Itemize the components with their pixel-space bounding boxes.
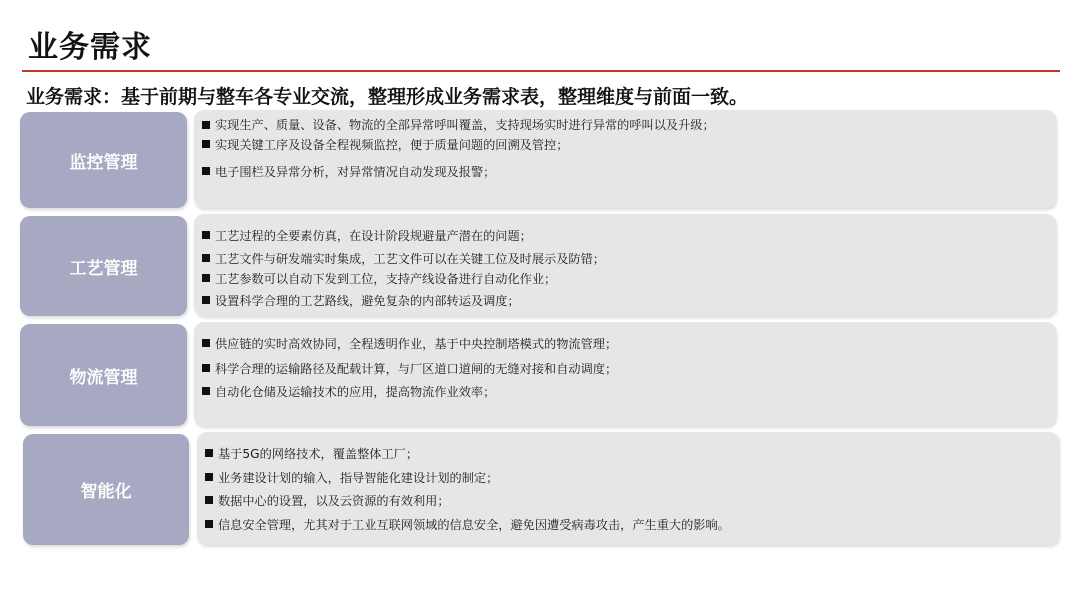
list-item: 电子围栏及异常分析，对异常情况自动发现及报警； — [202, 155, 1046, 187]
section-content — [194, 110, 1056, 208]
list-item: 工艺文件与研发端实时集成，工艺文件可以在关键工位及时展示及防错； — [202, 248, 1046, 268]
list-item: 信息安全管理，尤其对于工业互联网领域的信息安全，避免因遭受病毒攻击，产生重大的影响。 — [205, 512, 1049, 536]
title-divider — [22, 70, 1060, 72]
bullet-icon — [205, 496, 213, 504]
bullet-icon — [202, 231, 210, 239]
list-item: 工艺过程的全要素仿真，在设计阶段规避量产潜在的问题； — [202, 222, 1046, 248]
list-item: 实现生产、质量、设备、物流的全部异常呼叫覆盖，支持现场实时进行异常的呼叫以及升级； — [202, 116, 1046, 133]
section-label: 智能化 — [23, 434, 189, 545]
bullet-icon — [202, 296, 210, 304]
list-item: 基于5G的网络技术，覆盖整体工厂； — [205, 440, 1049, 466]
section-label: 监控管理 — [20, 112, 187, 208]
list-item: 供应链的实时高效协同，全程透明作业，基于中央控制塔模式的物流管理； — [202, 330, 1046, 356]
list-item: 数据中心的设置，以及云资源的有效利用； — [205, 488, 1049, 512]
bullet-icon — [202, 167, 210, 175]
bullet-icon — [205, 449, 213, 457]
list-item: 自动化仓储及运输技术的应用，提高物流作业效率； — [202, 380, 1046, 402]
list-item: 科学合理的运输路径及配载计算，与厂区道口道闸的无缝对接和自动调度； — [202, 356, 1046, 380]
list-item: 工艺参数可以自动下发到工位，支持产线设备进行自动化作业； — [202, 268, 1046, 288]
bullet-icon — [202, 140, 210, 148]
bullet-icon — [202, 121, 210, 129]
bullet-icon — [202, 387, 210, 395]
bullet-icon — [202, 254, 210, 262]
bullet-icon — [202, 339, 210, 347]
page-subtitle: 业务需求：基于前期与整车各专业交流，整理形成业务需求表，整理维度与前面一致。 — [26, 86, 749, 108]
bullet-icon — [202, 364, 210, 372]
section-label: 工艺管理 — [20, 216, 187, 316]
section-label: 物流管理 — [20, 324, 187, 426]
page-title: 业务需求 — [28, 30, 152, 65]
section-content — [194, 214, 1056, 316]
bullet-icon — [202, 274, 210, 282]
section-content — [197, 432, 1059, 545]
section-content — [194, 322, 1056, 426]
list-item: 设置科学合理的工艺路线，避免复杂的内部转运及调度； — [202, 288, 1046, 312]
bullet-icon — [205, 473, 213, 481]
list-item: 业务建设计划的输入，指导智能化建设计划的制定； — [205, 466, 1049, 488]
list-item: 实现关键工序及设备全程视频监控，便于质量问题的回溯及管控； — [202, 133, 1046, 155]
bullet-icon — [205, 520, 213, 528]
